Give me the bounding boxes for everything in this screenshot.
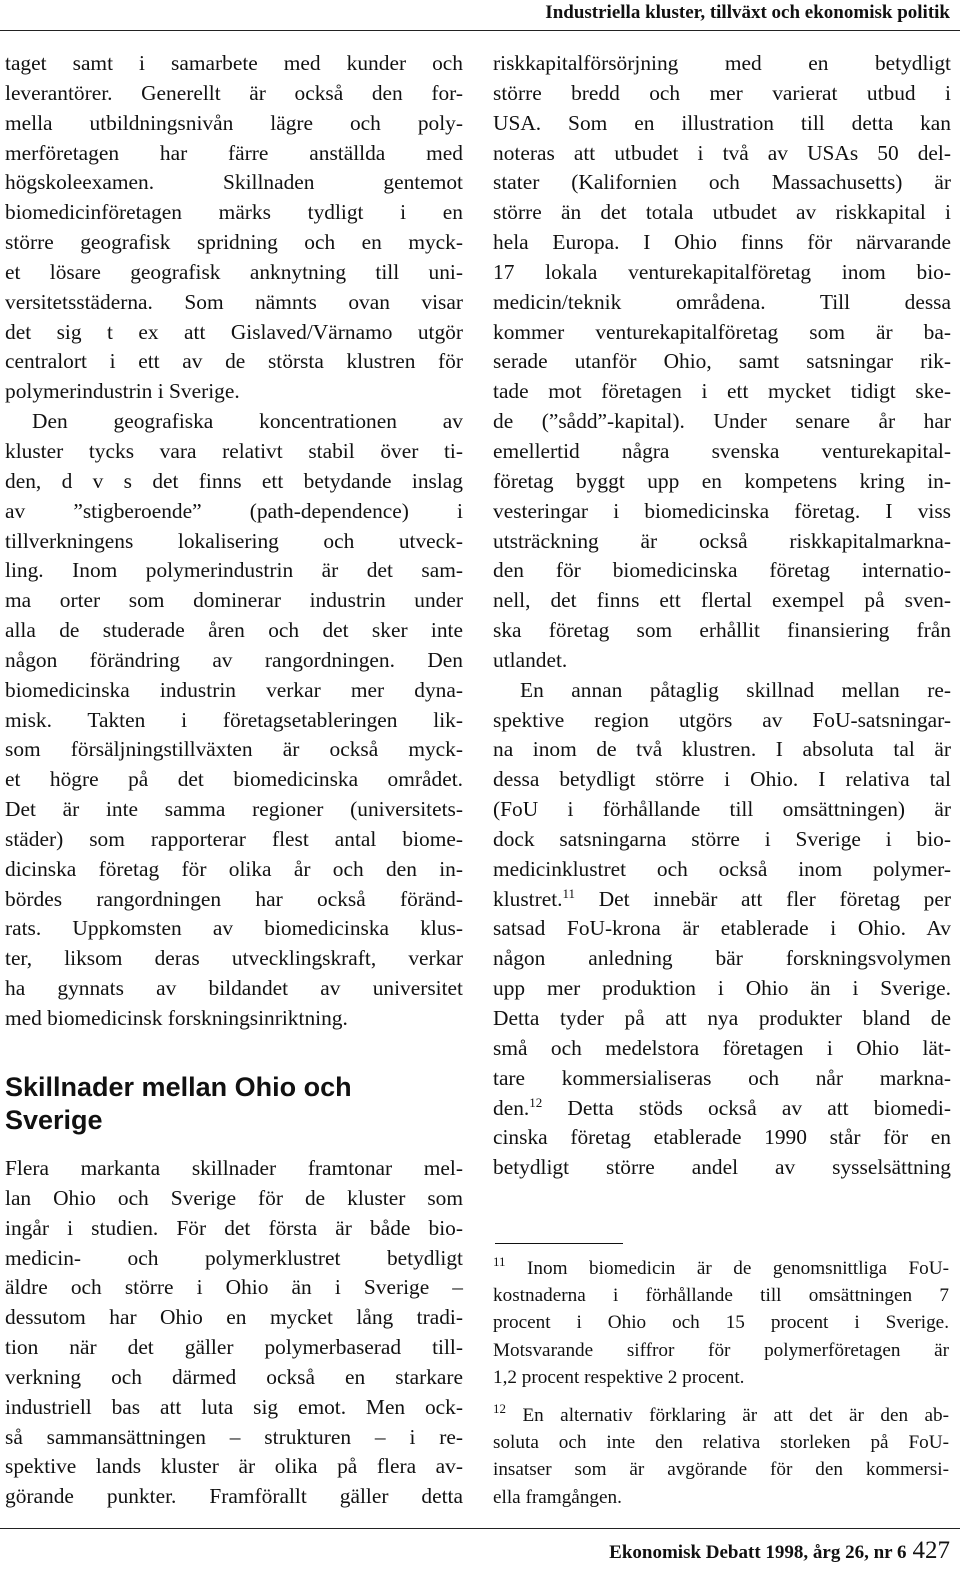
text-line: taget samt i samarbete med kunder och xyxy=(5,51,463,75)
text-line: hela Europa. I Ohio finns för närvarande xyxy=(493,230,951,255)
section-heading xyxy=(5,1071,463,1137)
text-line: företag byggt upp en kompetens kring in- xyxy=(493,468,951,493)
text-line xyxy=(493,885,951,915)
text-line: na inom de två klustren. I absoluta tal är xyxy=(493,737,951,762)
line-text: Det innebär att fler företag per xyxy=(575,886,951,911)
text-line: dicinska företag för olika år och den in- xyxy=(5,856,463,881)
text-line: med biomedicinsk forskningsinriktning. xyxy=(5,1006,348,1030)
text-line: leverantörer. Generellt är också den for- xyxy=(5,80,463,105)
text-line: versitetsstäderna. Som nämnts ovan visar xyxy=(5,289,463,314)
text-line: satsad FoU-krona är etablerade i Ohio. Av xyxy=(493,916,951,941)
journal-citation: Ekonomisk Debatt 1998, årg 26, nr 6 xyxy=(609,1542,907,1563)
text-line: alla de studerade åren och det sker inte xyxy=(5,618,463,643)
text-line: medicin- och polymerklustret betydligt xyxy=(5,1245,463,1270)
text-line: äldre och större i Ohio än i Sverige – xyxy=(5,1275,463,1300)
text-line: de (”sådd”-kapital). Under senare år har xyxy=(493,409,951,434)
text-line: kommer venturekapitalföretag som är ba- xyxy=(493,319,951,344)
line-text: den. xyxy=(493,1095,530,1120)
footnote-number: 12 xyxy=(493,1400,506,1416)
text-line: cinska företag etablerade 1990 står för en xyxy=(493,1125,951,1150)
text-line: tillverkningens lokalisering och utveck- xyxy=(5,528,463,553)
text-line: betydligt större andel av sysselsättning xyxy=(493,1155,951,1180)
text-line: utlandet. xyxy=(493,647,568,672)
footnotes xyxy=(493,1255,949,1522)
footnote-line: soluta och inte den relativa storleken på FoU- xyxy=(493,1432,949,1454)
footnote xyxy=(493,1402,949,1511)
text-line: En annan påtaglig skillnad mellan re- xyxy=(520,677,951,702)
text-line: Flera markanta skillnader framtonar mel- xyxy=(5,1156,463,1180)
text-line: USA. Som en illustration till detta kan xyxy=(493,110,951,135)
text-line: den för biomedicinska företag internatio- xyxy=(493,558,951,583)
text-line: (FoU i förhållande till omsättningen) är xyxy=(493,797,951,822)
text-line: stater (Kalifornien och Massachusetts) är xyxy=(493,170,951,195)
text-line: centralort i ett av de största klustren för xyxy=(5,349,463,374)
footer-rule xyxy=(0,1528,960,1529)
text-line: den, d v s det finns ett betydande inslag xyxy=(5,468,463,493)
text-line: små och medelstora företagen i Ohio lät- xyxy=(493,1035,951,1060)
page-footer xyxy=(609,1536,950,1568)
line-text: klustret. xyxy=(493,886,563,911)
left-column-top xyxy=(5,49,463,1034)
text-line: nell, det finns ett flertal exempel på sven- xyxy=(493,588,951,613)
footnote-line xyxy=(493,1255,949,1282)
text-line: biomedicinska industrin verkar mer dyna- xyxy=(5,677,463,702)
footnote-line: Motsvarande siffror för polymerföretagen är xyxy=(493,1339,949,1361)
footnote-reference: 11 xyxy=(562,885,576,901)
text-line: Den geografiska koncentrationen av xyxy=(32,409,463,434)
text-line: så sammansättningen – strukturen – i re- xyxy=(5,1424,463,1449)
text-line: noteras att utbudet i två av USAs 50 del- xyxy=(493,140,951,165)
text-line: et lösare geografisk anknytning till uni- xyxy=(5,259,463,284)
text-line: någon anledning bär forskningsvolymen xyxy=(493,946,951,971)
text-line: Detta tyder på att nya produkter bland de xyxy=(493,1006,951,1030)
text-line: städer) som rapporterar flest antal biome- xyxy=(5,826,463,851)
text-line: bördes rangordningen har också föränd- xyxy=(5,886,463,911)
text-line xyxy=(493,1094,951,1124)
footnote xyxy=(493,1255,949,1391)
text-line: tade mot företagen i ett mycket tidigt ske- xyxy=(493,379,951,404)
text-line: merföretagen har färre anställda med xyxy=(5,140,463,165)
footnote-line: ella framgången. xyxy=(493,1486,622,1508)
text-line: större geografisk spridning och en myck- xyxy=(5,230,463,255)
text-line: större än det totala utbudet av riskkapital i xyxy=(493,200,951,225)
text-line: medicinklustret och också inom polymer- xyxy=(493,856,951,881)
footnote-line xyxy=(493,1402,949,1429)
text-line: vesteringar i biomedicinska företag. I viss xyxy=(493,498,951,523)
text-line: spektive region utgörs av FoU-satsningar- xyxy=(493,707,951,732)
line-text: Detta stöds också av att biomedi- xyxy=(542,1095,951,1120)
running-head: Industriella kluster, tillväxt och ekonomisk politik xyxy=(545,2,950,23)
left-column-bottom xyxy=(5,1154,463,1512)
heading-line: Sverige xyxy=(5,1105,103,1135)
footnote-line: procent i Ohio och 15 procent i Sverige. xyxy=(493,1312,949,1334)
text-line: ling. Inom polymerindustrin är det sam- xyxy=(5,558,463,583)
text-line: ha gynnats av bildandet av universitet xyxy=(5,976,463,1001)
text-line: kluster tycks vara relativt stabil över ti- xyxy=(5,438,463,463)
text-line: lan Ohio och Sverige för de kluster som xyxy=(5,1185,463,1210)
text-line: emellertid några svenska venturekapital- xyxy=(493,438,951,463)
line-text: En alternativ förklaring är att det är den ab- xyxy=(522,1404,950,1426)
page-number: 427 xyxy=(912,1537,950,1564)
header-rule xyxy=(0,30,960,31)
text-line: högskoleexamen. Skillnaden gentemot xyxy=(5,170,463,195)
footnote-number: 11 xyxy=(493,1254,506,1269)
text-line: görande punkter. Framförallt gäller detta xyxy=(5,1484,463,1509)
text-line: ma orter som dominerar industrin under xyxy=(5,588,463,613)
text-line: ingår i studien. För det första är både bio- xyxy=(5,1215,463,1240)
heading-line: Skillnader mellan Ohio och xyxy=(5,1072,352,1102)
footnote-reference: 12 xyxy=(529,1094,543,1110)
text-line: et högre på det biomedicinska området. xyxy=(5,767,463,792)
text-line: större bredd och mer varierat utbud i xyxy=(493,80,951,105)
text-line: upp mer produktion i Ohio än i Sverige. xyxy=(493,976,951,1001)
text-line: riskkapitalförsörjning med en betydligt xyxy=(493,51,951,75)
text-line: Det är inte samma regioner (universitets- xyxy=(5,797,463,822)
text-line: någon förändring av rangordningen. Den xyxy=(5,647,463,672)
text-line: verkning och därmed också en starkare xyxy=(5,1364,463,1389)
text-line: tion när det gäller polymerbaserad till- xyxy=(5,1335,463,1360)
text-line: dock satsningarna större i Sverige i bio- xyxy=(493,826,951,851)
text-line: industriell bas att luta sig emot. Men ock- xyxy=(5,1394,463,1419)
footnote-line: insatser som är avgörande för den kommersi- xyxy=(493,1459,949,1481)
text-line: dessutom har Ohio en mycket lång tradi- xyxy=(5,1305,463,1330)
text-line: tare kommersialiseras och når markna- xyxy=(493,1065,951,1090)
text-line: spektive lands kluster är olika på flera av- xyxy=(5,1454,463,1479)
text-line: misk. Takten i företagsetableringen lik- xyxy=(5,707,463,732)
text-line: polymerindustrin i Sverige. xyxy=(5,379,240,404)
text-line: som försäljningstillväxten är också myck- xyxy=(5,737,463,762)
right-column xyxy=(493,49,951,1183)
footnote-rule xyxy=(495,1243,623,1244)
text-line: ter, liksom deras utvecklingskraft, verkar xyxy=(5,946,463,971)
text-line: biomedicinföretagen märks tydligt i en xyxy=(5,200,463,225)
text-line: dessa betydligt större i Ohio. I relativa tal xyxy=(493,767,951,792)
text-line: mella utbildningsnivån lägre och poly- xyxy=(5,110,463,135)
text-line: utsträckning är också riskkapitalmarkna- xyxy=(493,528,951,553)
text-line: ska företag som erhållit finansiering från xyxy=(493,618,951,643)
text-line: av ”stigberoende” (path-dependence) i xyxy=(5,498,463,523)
text-line: rats. Uppkomsten av biomedicinska klus- xyxy=(5,916,463,941)
text-line: medicin/teknik områdena. Till dessa xyxy=(493,289,951,314)
text-line: 17 lokala venturekapitalföretag inom bio- xyxy=(493,259,951,284)
text-line: serade utanför Ohio, samt satsningar rik- xyxy=(493,349,951,374)
footnote-line: kostnaderna i förhållande till omsättningen 7 xyxy=(493,1285,949,1307)
text-line: det sig t ex att Gislaved/Värnamo utgör xyxy=(5,319,463,344)
footnote-line: 1,2 procent respektive 2 procent. xyxy=(493,1366,745,1388)
line-text: Inom biomedicin är de genomsnittliga FoU- xyxy=(527,1258,950,1279)
